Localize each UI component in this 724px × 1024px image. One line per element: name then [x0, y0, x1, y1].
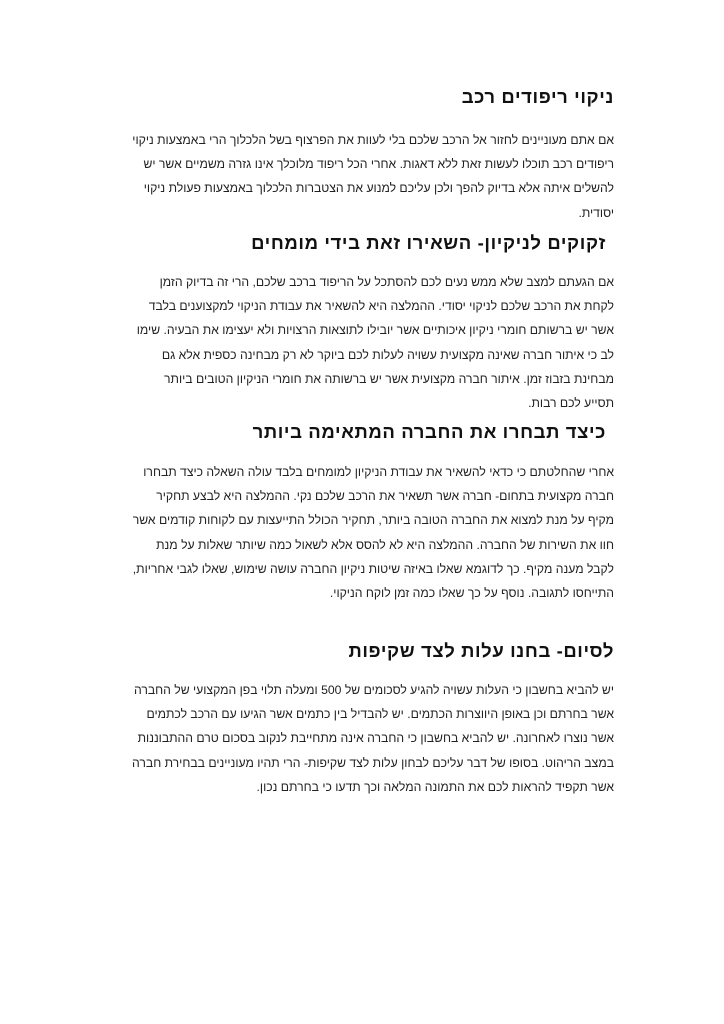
- paragraph-line: אשר יש ברשותם חומרי ניקיון איכותיים אשר יובילו לתוצאות הרצויות ולא יעצימו את הבעיה. שימו: [136, 323, 614, 338]
- paragraph-line: התייחסו לתגובה. נוסף על כך שאלו כמה זמן לוקח הניקוי.: [329, 586, 614, 601]
- section-experts: [108, 232, 614, 415]
- paragraph-line: במצב הריהוט. בסופו של דבר עליכם לבחון עלות לצד שקיפות- הרי תהיו מעוניינים בבחירת חברה: [132, 755, 614, 770]
- paragraph-line: יש להביא בחשבון כי העלות עשויה להגיע לסכומים של 500 ומעלה תלוי בפן המקצועי של החברה: [133, 683, 614, 697]
- paragraph-line: אם הגעתם למצב שלא ממש נעים לכם להסתכל על הריפוד ברכב שלכם, הרי זה בדיוק הזמן: [159, 275, 614, 289]
- section-summary: [108, 640, 614, 799]
- paragraph-line: אשר בחרתם וכן באופן היווצרות הכתמים. יש להבדיל בין כתמים אשר הגיעו עם הרכב לכתמים: [146, 707, 614, 722]
- section-paragraph: [108, 270, 614, 415]
- section-choose-company: [108, 421, 614, 605]
- paragraph-line: חברה מקצועית בתחום- חברה אשר תשאיר את הרכב שלכם נקי. ההמלצה היא לבצע תחקיר: [156, 489, 614, 504]
- paragraph-line: להשלים איתה אלא בדיוק להפך ולכן עליכם למנוע את הצטברות הלכלוך באמצעות פעולת ניקוי: [143, 181, 614, 196]
- paragraph-line: תסייע לכם רבות.: [528, 396, 614, 411]
- section-paragraph: [108, 128, 614, 225]
- paragraph-line: מבחינת בזבוז זמן. איתור חברה מקצועית אשר יש ברשותה את חומרי הניקיון הטובים ביותר: [164, 371, 614, 386]
- section-intro: [108, 86, 614, 225]
- paragraph-line: לב כי איתור חברה שאינה מקצועית עשויה לעלות לכם ביוקר לא רק מבחינה כספית אלא גם: [161, 347, 614, 362]
- paragraph-line: יסודית.: [578, 205, 614, 220]
- section-heading: לסיום- בחנו עלות לצד שקיפות: [348, 640, 614, 661]
- section-paragraph: [108, 460, 614, 605]
- paragraph-line: מקיף על מנת למצוא את החברה הטובה ביותר, תחקיר הכולל התייעצות עם לקוחות קודמים אשר: [132, 513, 614, 528]
- paragraph-line: אשר נוצרו לאחרונה. יש להביא בחשבון כי החברה אינה מתחייבת לנקוב בסכום טרם ההתבוננות: [137, 731, 614, 746]
- paragraph-line: לקבל מענה מקיף. כך לדוגמא שאלו באיזה שיטות ניקיון החברה עושה שימוש, שאלו לגבי אחריות,: [132, 561, 614, 576]
- paragraph-line: אשר תקפיד להראות לכם את התמונה המלאה וכך תדעו כי בחרתם נכון.: [256, 779, 614, 794]
- section-paragraph: [108, 678, 614, 799]
- section-heading: כיצד תבחרו את החברה המתאימה ביותר: [252, 421, 606, 442]
- paragraph-line: ריפודים רכב תוכלו לעשות זאת ללא דאגות. אחרי הכל ריפוד מלוכלך אינו גזרה משמיים אשר יש: [143, 157, 614, 172]
- paragraph-line: חוו את השירות של החברה. ההמלצה היא לא להסס אלא לשאול כמה שיותר שאלות על מנת: [156, 537, 614, 552]
- paragraph-line: אם אתם מעוניינים לחזור אל הרכב שלכם בלי לעוות את הפרצוף בשל הלכלוך הרי באמצעות ניקוי: [132, 133, 614, 147]
- paragraph-line: לקחת את הרכב שלכם לניקוי יסודי. ההמלצה היא להשאיר את עבודת הניקוי למקצוענים בלבד: [148, 299, 614, 314]
- paragraph-line: אחרי שהחלטתם כי כדאי להשאיר את עבודת הניקיון למומחים בלבד עולה השאלה כיצד תבחרו: [143, 465, 614, 479]
- section-heading: זקוקים לניקיון- השאירו זאת בידי מומחים: [251, 232, 606, 253]
- section-heading: ניקוי ריפודים רכב: [461, 86, 614, 107]
